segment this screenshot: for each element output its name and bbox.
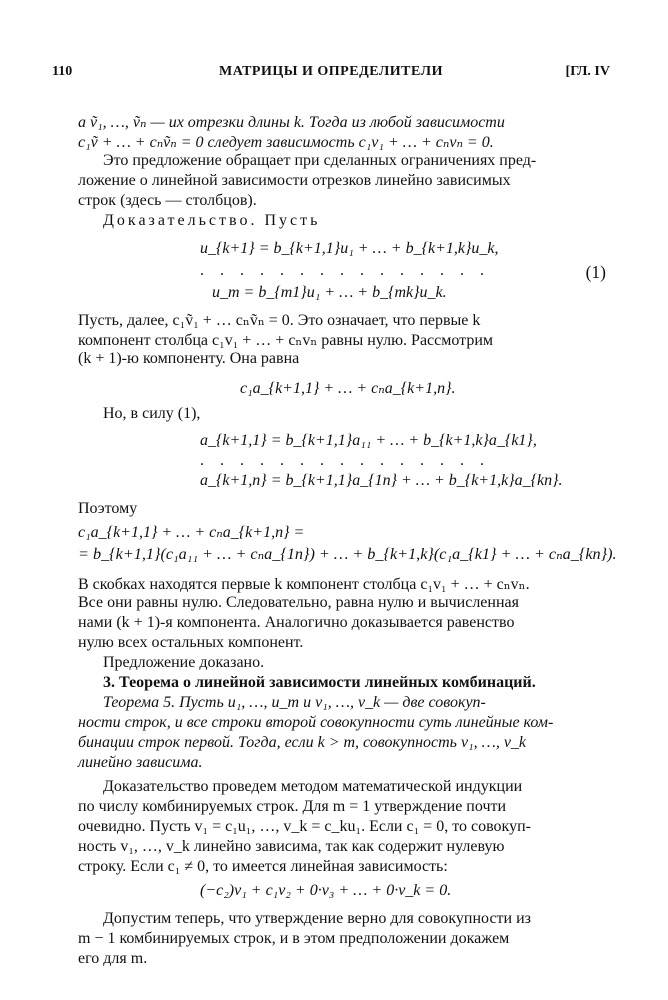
text-line: нулю всех остальных компонент. [78,634,304,651]
text-line: c₁ṽ + … + cₙṽₙ = 0 следует зависимость c₁v₁ + … + cₙvₙ = 0. [78,134,494,151]
chapter-label: [ГЛ. IV [565,64,610,79]
text-line: Допустим теперь, что утверждение верно для совокупности из [103,910,531,927]
equation-line: = b_{k+1,1}(c₁a₁₁ + … + cₙa_{1n}) + … + b_{k+1,k}(c₁a_{k1} + … + cₙa_{kn}). [78,545,617,563]
equation-line: u_{k+1} = b_{k+1,1}u₁ + … + b_{k+1,k}u_k, [200,240,499,257]
text-line: (k + 1)-ю компоненту. Она равна [78,350,300,367]
equation-dots: . . . . . . . . . . . . . . . [200,262,490,279]
theorem-line: ности строк, и все строки второй совокупности суть линейные ком- [78,714,554,731]
text-line: ложение о линейной зависимости отрезков линейно зависимых [78,172,511,189]
equation-line: a_{k+1,1} = b_{k+1,1}a₁₁ + … + b_{k+1,k}a_{k1}, [200,432,537,449]
theorem-line: бинации строк первой. Тогда, если k > m, совокупность v₁, …, v_k [78,734,527,751]
equation-line: u_m = b_{m1}u₁ + … + b_{mk}u_k. [212,284,447,301]
text-line: Но, в силу (1), [103,405,201,422]
text-line: строку. Если c₁ ≠ 0, то имеется линейная зависимость: [78,858,448,875]
equation-line: a_{k+1,n} = b_{k+1,1}a_{1n} + … + b_{k+1,k}a_{kn}. [200,472,563,489]
theorem-line: Теорема 5. Пусть u₁, …, u_m и v₁, …, v_k — две совокуп- [103,694,486,711]
text-line: нами (k + 1)-я компонента. Аналогично доказывается равенство [78,614,515,631]
text-line: а ṽ₁, …, ṽₙ — их отрезки длины k. Тогда из любой зависимости [78,114,505,131]
text-line: по числу комбинируемых строк. Для m = 1 утверждение почти [78,798,507,815]
text-line: ность v₁, …, v_k линейно зависима, так как содержит нулевую [78,838,505,855]
running-title: МАТРИЦЫ И ОПРЕДЕЛИТЕЛИ [219,64,443,79]
equation-line: (−c₂)v₁ + c₁v₂ + 0·v₃ + … + 0·v_k = 0. [200,882,452,899]
section-heading: 3. Теорема о линейной зависимости линейных комбинаций. [103,674,536,691]
text-line: очевидно. Пусть v₁ = c₁u₁, …, v_k = c_ku₁. Если c₁ = 0, то совокуп- [78,818,531,835]
page-number: 110 [52,64,73,79]
theorem-line: линейно зависима. [78,754,203,771]
page-header [52,64,610,86]
text-line: Доказательство проведем методом математической индукции [103,778,523,795]
text-line: строк (здесь — столбцов). [78,192,257,209]
text-line: Доказательство. Пусть [103,212,321,229]
equation-number: (1) [585,262,606,282]
equation-line: c₁a_{k+1,1} + … + cₙa_{k+1,n}. [240,380,456,397]
text-line: компонент столбца c₁v₁ + … + cₙvₙ равны нулю. Рассмотрим [78,332,494,349]
equation-dots: . . . . . . . . . . . . . . . [200,452,490,469]
text-line: Предложение доказано. [103,654,265,671]
equation-line: c₁a_{k+1,1} + … + cₙa_{k+1,n} = [78,524,305,541]
text-line: В скобках находятся первые k компонент столбца c₁v₁ + … + cₙvₙ. [78,576,530,593]
text-line: Пусть, далее, c₁ṽ₁ + … cₙṽₙ = 0. Это означает, что первые k [78,312,481,329]
text-line: Все они равны нулю. Следовательно, равна нулю и вычисленная [78,594,519,611]
text-line: его для m. [78,950,148,967]
text-line: Это предложение обращает при сделанных ограничениях пред- [103,152,537,169]
text-line: Поэтому [78,500,138,517]
text-line: m − 1 комбинируемых строк, и в этом предположении докажем [78,930,510,947]
